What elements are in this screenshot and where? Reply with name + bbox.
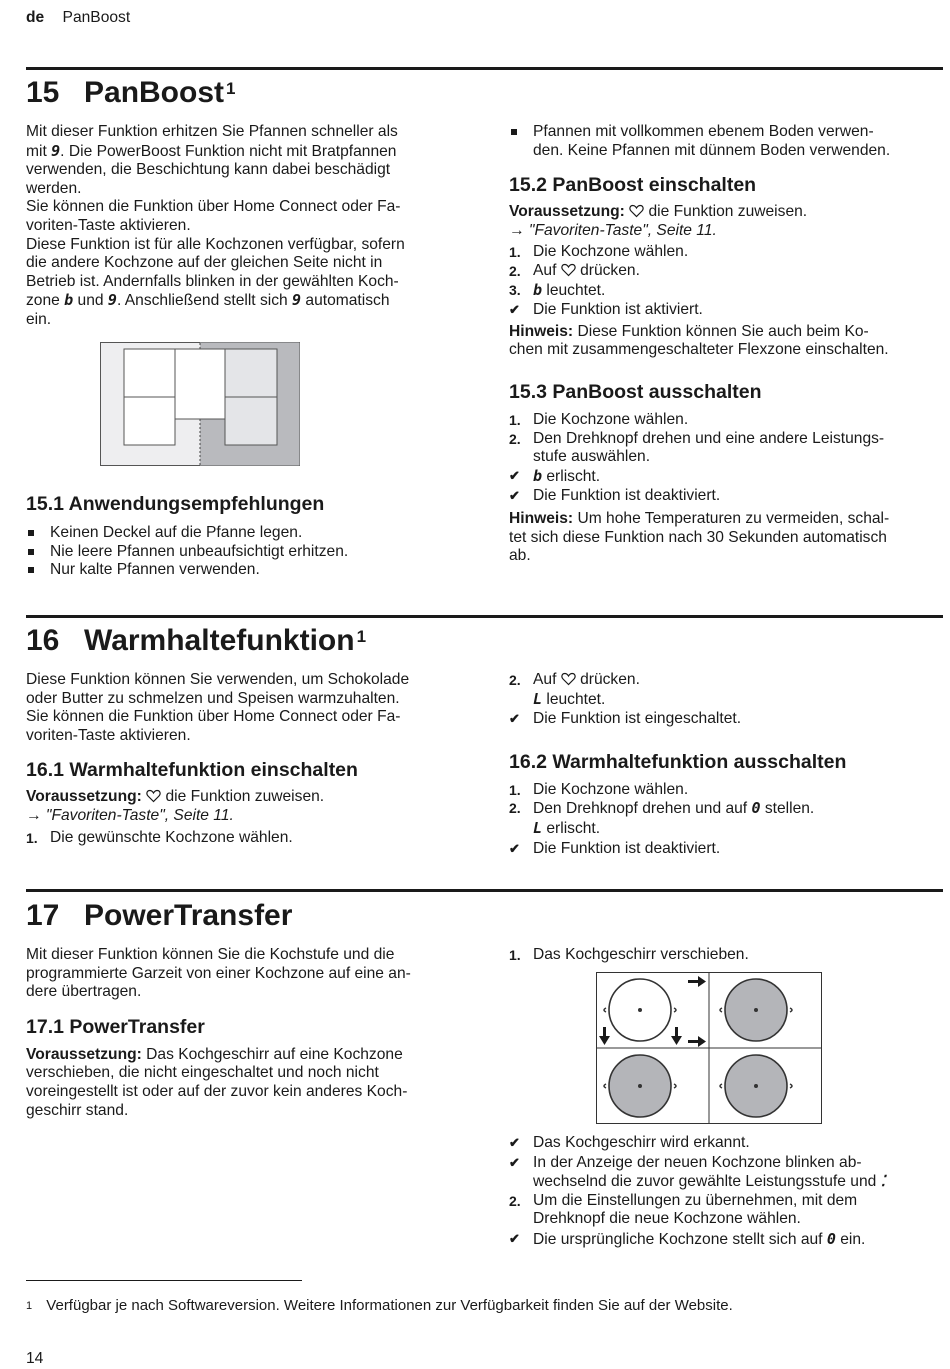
note: Hinweis: Um hohe Temperaturen zu vermeiden, schal- tet sich diese Funktion nach 30 Sekunden automatisch ab. <box>509 509 890 565</box>
section-17-heading: 17 PowerTransfer <box>26 899 293 932</box>
steps-list <box>509 243 939 319</box>
header-lang: de <box>26 9 45 26</box>
result-item: ✔ Die Funktion ist eingeschaltet. <box>509 710 742 728</box>
section-15-left-column <box>26 123 466 330</box>
section-16-heading: 16 Warmhaltefunktion $^1$ <box>26 624 367 657</box>
intro-line: Sie können die Funktion über Home Connect oder Fa- <box>26 198 401 216</box>
step-item: 2. Um die Einstellungen zu übernehmen, mit dem Drehknopf die neue Kochzone wählen. <box>509 1191 858 1228</box>
intro-line: verwenden, die Beschichtung kann dabei beschädigt <box>26 161 391 179</box>
list-item: Nie leere Pfannen unbeaufsichtigt erhitzen. <box>26 543 466 562</box>
section-17-step1 <box>509 946 939 965</box>
list-item: Keinen Deckel auf die Pfanne legen. <box>26 524 466 543</box>
favourite-heart-icon <box>561 672 576 686</box>
steps-list <box>509 411 939 506</box>
steps-list <box>509 671 939 729</box>
power-transfer-diagram <box>596 972 822 1124</box>
step-item: 1. Die gewünschte Kochzone wählen. <box>26 828 293 846</box>
step-item: 2. Auf drücken. <box>509 261 640 279</box>
recommendations-list-continued <box>509 123 939 160</box>
section-16-left-column <box>26 671 466 847</box>
list-item: Nur kalte Pfannen verwenden. <box>26 561 466 580</box>
steps-list <box>26 829 466 848</box>
section-16-right-column <box>509 671 939 858</box>
prerequisite: Voraussetzung: Das Kochgeschirr auf eine Kochzone verschieben, die nicht eingeschaltet und noch nicht voreingestellt ist oder auf der zuvor kein anderes Koch- geschirr stand. <box>26 1045 408 1119</box>
intro-line: dere übertragen. <box>26 983 142 1001</box>
page-number: 14 <box>26 1350 44 1367</box>
prerequisite: Voraussetzung: die Funktion zuweisen. <box>26 788 325 806</box>
steps-list <box>509 946 939 965</box>
step-item: 1. Die Kochzone wählen. <box>509 780 689 798</box>
section-15-3-heading: 15.3 PanBoost ausschalten <box>509 380 762 403</box>
section-15-1-heading: 15.1 Anwendungsempfehlungen <box>26 493 325 515</box>
intro-line: Sie können die Funktion über Home Connect oder Fa- <box>26 708 401 726</box>
result-item: ✔ Die Funktion ist deaktiviert. <box>509 839 721 857</box>
footnote-text: Verfügbar je nach Softwareversion. Weitere Informationen zur Verfügbarkeit finden Sie auf der Website. <box>46 1297 733 1314</box>
intro-line: ein. <box>26 310 52 328</box>
section-17-results <box>509 1134 939 1250</box>
step-item: 1. Die Kochzone wählen. <box>509 410 689 428</box>
intro-line: Diese Funktion ist für alle Kochzonen verfügbar, sofern <box>26 235 405 253</box>
favourite-heart-icon <box>146 789 161 803</box>
section-rule <box>26 889 943 892</box>
intro-line: die andere Kochzone auf der gleichen Seite nicht in <box>26 254 383 272</box>
intro-line: voriten-Taste aktivieren. <box>26 216 191 234</box>
step-item: 1. Die Kochzone wählen. <box>509 243 689 261</box>
cooktop-zone-diagram <box>100 342 300 466</box>
check-icon: ✔ <box>509 840 520 856</box>
step-item: 2. Den Drehknopf drehen und eine andere Leistungs- stufe auswählen. <box>509 429 885 466</box>
step-item: 1. Das Kochgeschirr verschieben. <box>509 946 749 963</box>
footnote <box>26 1297 733 1316</box>
check-icon: ✔ <box>509 488 520 504</box>
step-item: 2. Auf drücken. L leuchtet. <box>509 671 640 708</box>
result-item: ✔ Die Funktion ist aktiviert. <box>509 301 703 319</box>
result-item: ✔ Das Kochgeschirr wird erkannt. <box>509 1134 750 1151</box>
prerequisite: Voraussetzung: die Funktion zuweisen. <box>509 203 808 221</box>
intro-line: Mit dieser Funktion können Sie die Kochstufe und die <box>26 946 395 963</box>
section-17-left-column <box>26 946 466 1120</box>
section-15-heading: 15 PanBoost $^1$ <box>26 76 236 109</box>
section-15-1 <box>26 493 466 580</box>
step-item: 3. b leuchtet. <box>509 280 606 299</box>
note: Hinweis: Diese Funktion können Sie auch beim Ko- chen mit zusammengeschalteter Flexzone einschalten. <box>509 322 889 359</box>
steps-list <box>509 781 939 858</box>
intro-line: voriten-Taste aktivieren. <box>26 726 191 744</box>
favourite-heart-icon <box>561 263 576 277</box>
section-16-1-heading: 16.1 Warmhaltefunktion einschalten <box>26 759 358 782</box>
section-16-2-heading: 16.2 Warmhaltefunktion ausschalten <box>509 750 847 773</box>
intro-line: Mit dieser Funktion erhitzen Sie Pfannen schneller als <box>26 123 398 140</box>
result-item: ✔ In der Anzeige der neuen Kochzone blinken ab- wechselnd die zuvor gewählte Leistungsstufe und ⁚ <box>509 1153 886 1191</box>
section-17-1-heading: 17.1 PowerTransfer <box>26 1015 205 1038</box>
footnote-separator <box>26 1280 302 1281</box>
header-title: PanBoost <box>62 9 131 26</box>
cross-reference: → "Favoriten-Taste", Seite 11. <box>509 221 717 239</box>
check-icon: ✔ <box>509 302 520 318</box>
result-item: ✔ Die ursprüngliche Kochzone stellt sich auf 0 ein. <box>509 1229 866 1248</box>
intro-line: Diese Funktion können Sie verwenden, um Schokolade <box>26 671 410 688</box>
intro-line: oder Butter zu schmelzen und Speisen warmzuhalten. <box>26 689 400 707</box>
recommendations-list <box>26 524 466 580</box>
result-item: ✔ b erlischt. <box>509 466 601 485</box>
intro-line: programmierte Garzeit von einer Kochzone auf eine an- <box>26 964 411 982</box>
step-item: 2. Den Drehknopf drehen und auf 0 stellen. L erlischt. <box>509 799 815 837</box>
check-icon: ✔ <box>509 1154 520 1170</box>
intro-line: mit 9. Die PowerBoost Funktion nicht mit Bratpfannen <box>26 141 397 160</box>
check-icon: ✔ <box>509 711 520 727</box>
check-icon: ✔ <box>509 1230 520 1246</box>
check-icon: ✔ <box>509 1135 520 1150</box>
running-header <box>26 9 130 28</box>
result-item: ✔ Die Funktion ist deaktiviert. <box>509 487 721 505</box>
favourite-heart-icon <box>629 204 644 218</box>
check-icon: ✔ <box>509 467 520 483</box>
list-item: Pfannen mit vollkommen ebenem Boden verwen- den. Keine Pfannen mit dünnem Boden verwenden. <box>509 123 939 160</box>
cross-reference: → "Favoriten-Taste", Seite 11. <box>26 806 234 824</box>
section-rule <box>26 615 943 618</box>
section-rule <box>26 67 943 70</box>
section-15-2-heading: 15.2 PanBoost einschalten <box>509 174 757 197</box>
section-15-right-column <box>509 123 939 566</box>
steps-list <box>509 1134 939 1250</box>
footnote-mark: 1 <box>26 1300 33 1312</box>
intro-line: Betrieb ist. Andernfalls blinken in der gewählten Koch- <box>26 272 399 290</box>
intro-line: zone b und 9. Anschließend stellt sich 9 automatisch <box>26 291 390 310</box>
intro-line: werden. <box>26 179 82 197</box>
